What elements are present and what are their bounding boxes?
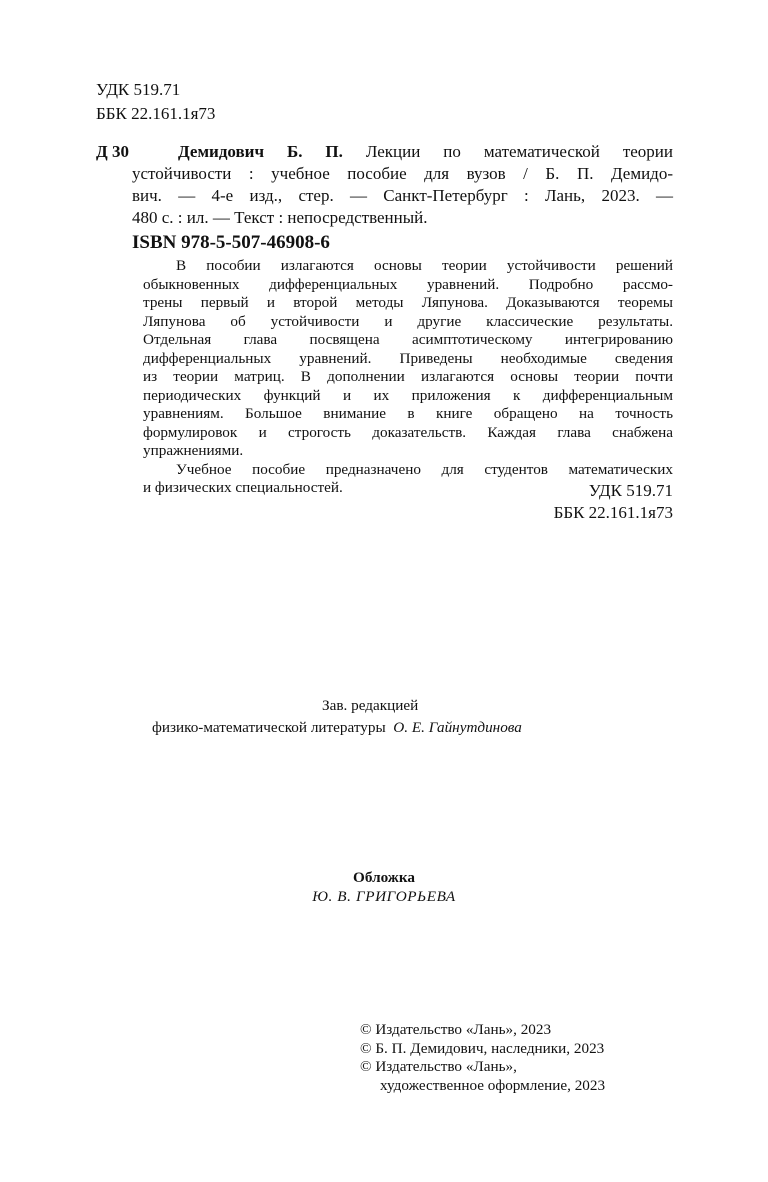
editorial-department: физико-математической литературы xyxy=(152,719,386,736)
abstract-line-2: обыкновенных дифференциальных уравнений. Подробно рассмо- xyxy=(143,275,673,293)
abstract-line-3: трены первый и второй методы Ляпунова. Доказываются теоремы xyxy=(143,294,673,311)
abstract-line-4: Ляпунова об устойчивости и другие классические результаты. xyxy=(143,312,673,330)
udk-code: УДК 519.71 xyxy=(96,80,181,99)
cover-designer: Ю. В. ГРИГОРЬЕВА xyxy=(312,888,456,905)
entry-line-1 xyxy=(178,141,673,163)
entry-line-3: вич. — 4-е изд., стер. — Санкт-Петербург : Лань, 2023. — xyxy=(132,186,673,205)
copyright-line-1: © Издательство «Лань», 2023 xyxy=(360,1021,552,1038)
bbk-code-bottom: ББК 22.161.1я73 xyxy=(553,503,673,522)
abstract-line-10: формулировок и строгость доказательств. Каждая глава снабжена xyxy=(143,423,673,441)
editorial-title: Зав. редакцией xyxy=(322,697,419,714)
editorial-line xyxy=(152,719,522,738)
entry-line-2: устойчивости : учебное пособие для вузов / Б. П. Демидо- xyxy=(132,164,673,183)
copyright-line-2: © Б. П. Демидович, наследники, 2023 xyxy=(360,1039,605,1057)
copyright-line-4: художественное оформление, 2023 xyxy=(380,1076,606,1094)
abstract-line-7: из теории матриц. В дополнении излагаются основы теории почти xyxy=(143,368,673,385)
udk-code-bottom: УДК 519.71 xyxy=(588,481,673,500)
abstract-line-8: периодических функций и их приложения к дифференциальным xyxy=(143,386,673,404)
abstract-line-6: дифференциальных уравнений. Приведены необходимые сведения xyxy=(143,349,673,367)
audience-line-2: и физических специальностей. xyxy=(143,479,343,496)
abstract-line-9: уравнениям. Большое внимание в книге обращено на точность xyxy=(143,405,673,422)
author-name: Демидович Б. П. xyxy=(178,142,343,161)
abstract-line-1: В пособии излагаются основы теории устойчивости решений xyxy=(176,257,673,274)
abstract-line-11: упражнениями. xyxy=(143,442,244,459)
audience-line-1: Учебное пособие предназначено для студентов математических xyxy=(176,460,673,478)
abstract-line-5: Отдельная глава посвящена асимптотическому интегрированию xyxy=(143,331,673,348)
cover-label: Обложка xyxy=(353,869,415,886)
author-mark: Д 30 xyxy=(96,142,129,161)
title-start: Лекции по математической теории xyxy=(365,142,673,161)
entry-line-4: 480 с. : ил. — Текст : непосредственный. xyxy=(132,208,428,227)
copyright-line-3: © Издательство «Лань», xyxy=(360,1058,517,1075)
editor-name: О. Е. Гайнутдинова xyxy=(393,719,522,736)
isbn: ISBN 978-5-507-46908-6 xyxy=(132,232,330,253)
bbk-code: ББК 22.161.1я73 xyxy=(96,104,216,123)
